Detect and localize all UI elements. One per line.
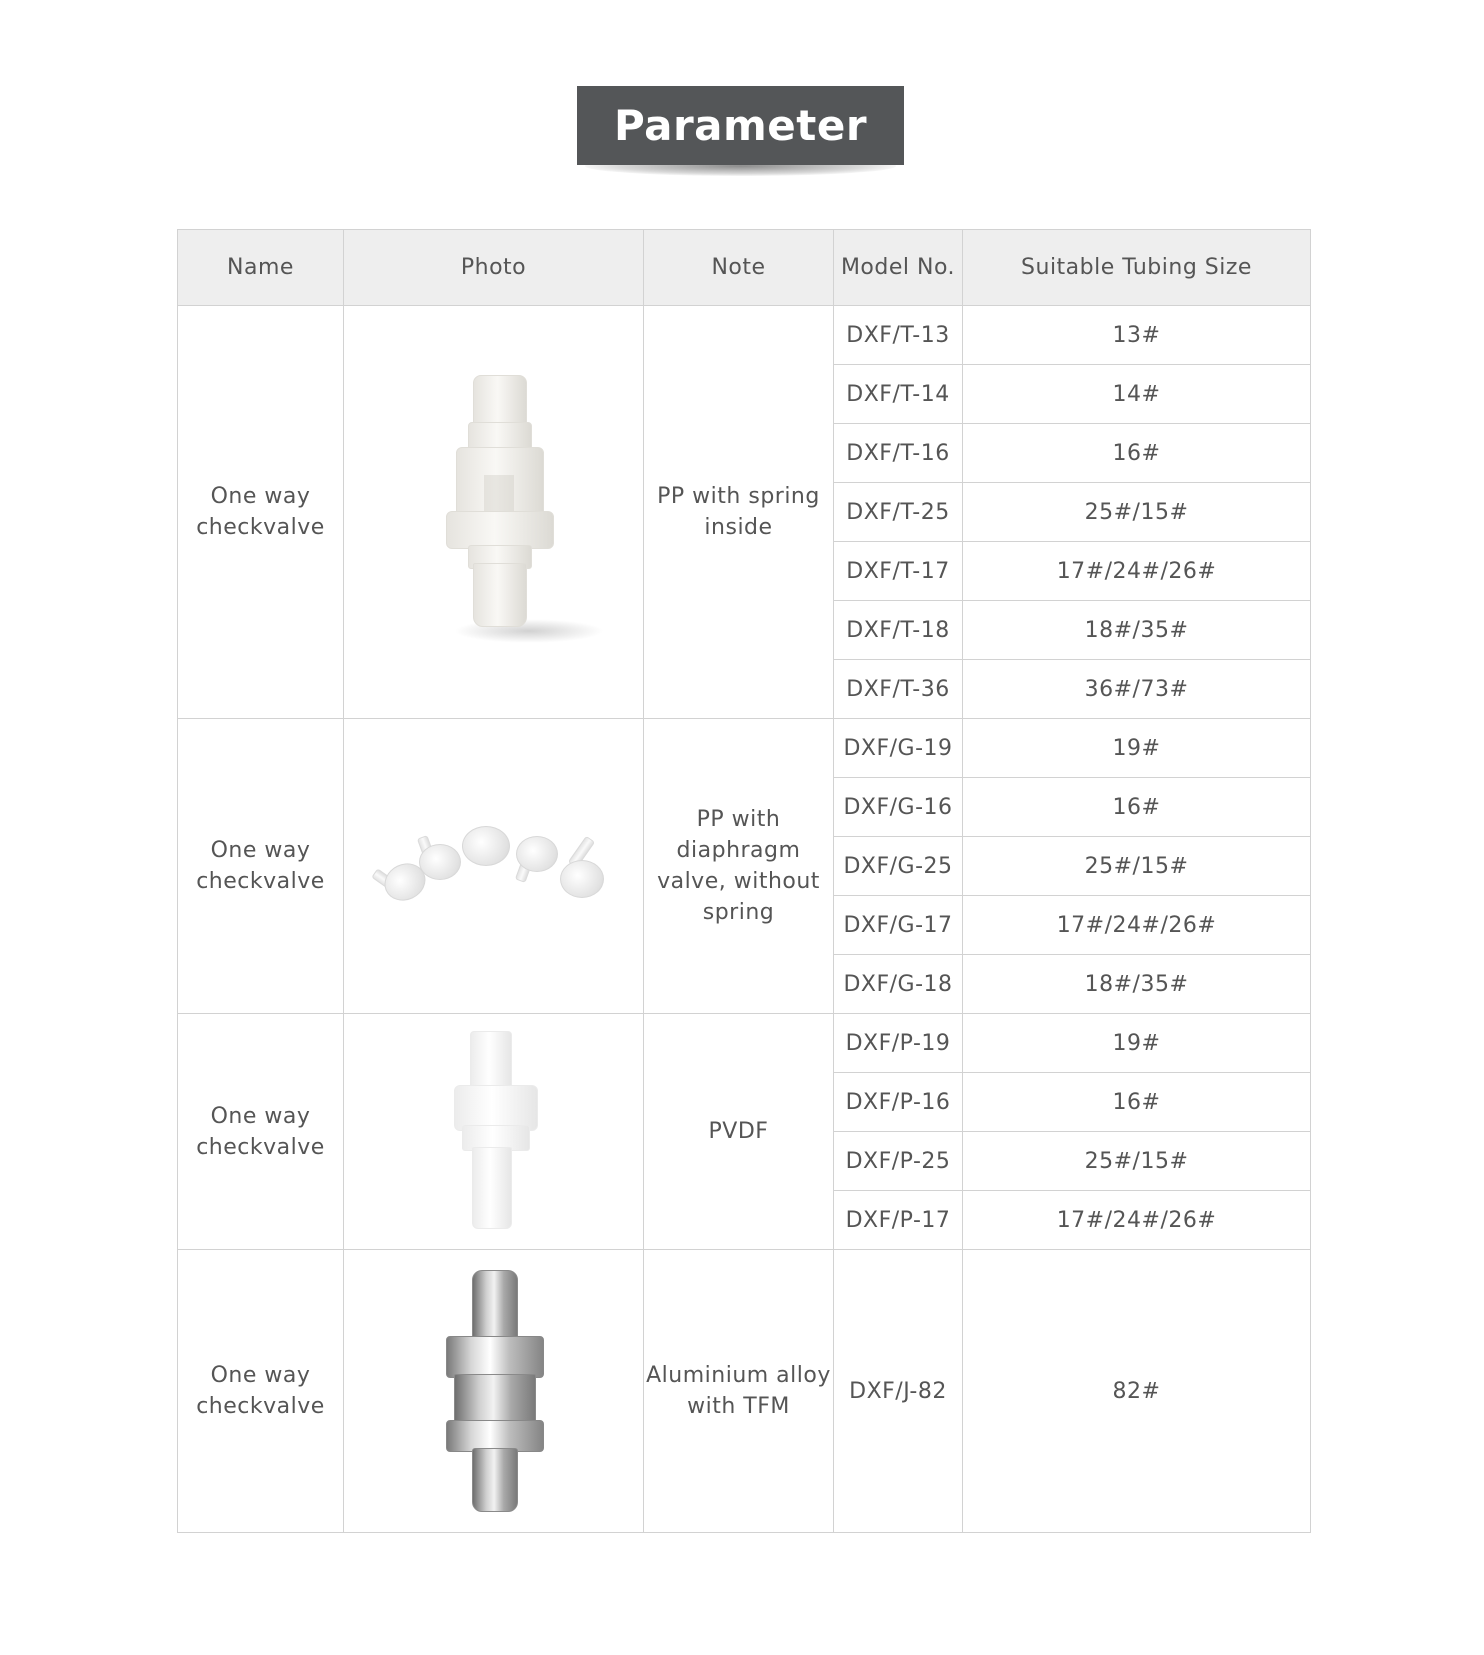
tubing-size: 13# xyxy=(963,306,1311,365)
page-title: Parameter xyxy=(577,86,904,165)
tubing-size: 18#/35# xyxy=(963,601,1311,660)
table-row xyxy=(178,719,1311,778)
model-number: DXF/G-17 xyxy=(834,896,963,955)
model-number: DXF/T-36 xyxy=(834,660,963,719)
pp-diaphragm-checkvalves-photo xyxy=(364,806,624,926)
model-number: DXF/T-25 xyxy=(834,483,963,542)
table-row xyxy=(178,1014,1311,1073)
model-number: DXF/G-19 xyxy=(834,719,963,778)
tubing-size: 16# xyxy=(963,778,1311,837)
table-header-row xyxy=(178,230,1311,306)
tubing-size: 16# xyxy=(963,424,1311,483)
model-number: DXF/T-17 xyxy=(834,542,963,601)
product-name: One way checkvalve xyxy=(178,306,344,719)
pvdf-checkvalve-photo xyxy=(394,1027,594,1237)
model-number: DXF/G-18 xyxy=(834,955,963,1014)
product-photo xyxy=(344,719,644,1014)
product-photo xyxy=(344,306,644,719)
tubing-size: 14# xyxy=(963,365,1311,424)
model-number: DXF/T-13 xyxy=(834,306,963,365)
aluminium-checkvalve-photo xyxy=(384,1266,604,1516)
tubing-size: 36#/73# xyxy=(963,660,1311,719)
tubing-size: 19# xyxy=(963,719,1311,778)
tubing-size: 19# xyxy=(963,1014,1311,1073)
model-number: DXF/T-14 xyxy=(834,365,963,424)
model-number: DXF/J-82 xyxy=(834,1250,963,1533)
product-name: One way checkvalve xyxy=(178,1014,344,1250)
header-note: Note xyxy=(644,230,834,306)
tubing-size: 25#/15# xyxy=(963,837,1311,896)
title-banner xyxy=(577,86,904,186)
table-row xyxy=(178,1250,1311,1533)
table-row xyxy=(178,306,1311,365)
product-note: PP with diaphragm valve, without spring xyxy=(644,719,834,1014)
header-name: Name xyxy=(178,230,344,306)
tubing-size: 17#/24#/26# xyxy=(963,896,1311,955)
product-note: Aluminium alloy with TFM xyxy=(644,1250,834,1533)
model-number: DXF/P-25 xyxy=(834,1132,963,1191)
tubing-size: 17#/24#/26# xyxy=(963,542,1311,601)
tubing-size: 17#/24#/26# xyxy=(963,1191,1311,1250)
header-photo: Photo xyxy=(344,230,644,306)
pp-spring-checkvalve-photo xyxy=(384,367,604,657)
tubing-size: 25#/15# xyxy=(963,483,1311,542)
header-model: Model No. xyxy=(834,230,963,306)
header-tubing: Suitable Tubing Size xyxy=(963,230,1311,306)
model-number: DXF/P-17 xyxy=(834,1191,963,1250)
model-number: DXF/T-16 xyxy=(834,424,963,483)
product-name: One way checkvalve xyxy=(178,719,344,1014)
model-number: DXF/T-18 xyxy=(834,601,963,660)
tubing-size: 25#/15# xyxy=(963,1132,1311,1191)
product-name: One way checkvalve xyxy=(178,1250,344,1533)
model-number: DXF/G-25 xyxy=(834,837,963,896)
tubing-size: 82# xyxy=(963,1250,1311,1533)
product-photo xyxy=(344,1014,644,1250)
tubing-size: 18#/35# xyxy=(963,955,1311,1014)
product-photo xyxy=(344,1250,644,1533)
model-number: DXF/P-16 xyxy=(834,1073,963,1132)
model-number: DXF/P-19 xyxy=(834,1014,963,1073)
model-number: DXF/G-16 xyxy=(834,778,963,837)
parameter-table xyxy=(177,229,1311,1533)
product-note: PP with spring inside xyxy=(644,306,834,719)
tubing-size: 16# xyxy=(963,1073,1311,1132)
product-note: PVDF xyxy=(644,1014,834,1250)
